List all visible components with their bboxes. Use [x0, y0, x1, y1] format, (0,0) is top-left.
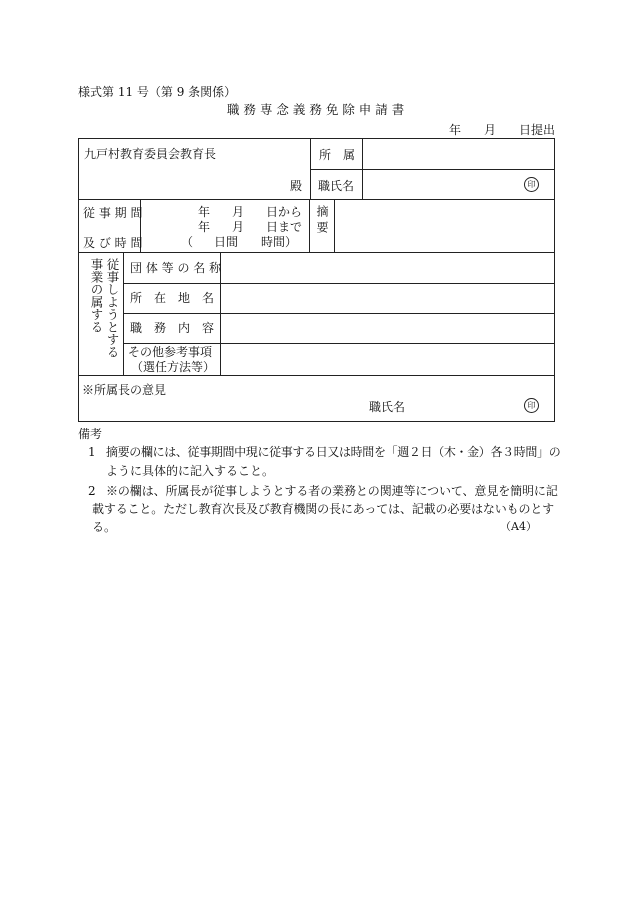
period-label-line2: 及 び 時 間: [83, 236, 143, 250]
date-day: 日提出: [519, 123, 556, 137]
location-field[interactable]: [222, 285, 553, 312]
name-label: 職氏名: [318, 179, 355, 193]
affiliation-field[interactable]: [364, 140, 553, 168]
note-2-number: 2: [88, 484, 96, 498]
from-year: 年: [198, 205, 211, 219]
note-2-line1: ※の欄は、所属長が従事しようとする者の業務との関連等について、意見を簡明に記: [106, 484, 558, 498]
opinion-label: ※所属長の意見: [82, 383, 167, 397]
note-2-line2: 載すること。ただし教育次長及び教育機関の長にあっては、記載の必要はないものとす: [92, 502, 555, 516]
honorific: 殿: [290, 179, 303, 193]
group-row-label-name: 団 体 等 の 名 称: [130, 261, 222, 275]
date-month: 月: [484, 123, 497, 137]
date-year: 年: [449, 123, 462, 137]
to-month: 月: [232, 220, 245, 234]
seal-mark: 印: [524, 177, 539, 192]
group-row-label-location: 所 在 地 名: [130, 291, 215, 305]
affiliation-label: 所 属: [319, 148, 356, 162]
paper-size: （A4）: [500, 520, 537, 533]
from-month: 月: [232, 205, 245, 219]
period-label-line1: 従 事 期 間: [83, 206, 143, 220]
page-title: 職 務 専 念 義 務 免 除 申 請 書: [227, 102, 405, 117]
group-row-label-duties: 職 務 内 容: [130, 321, 215, 335]
opinion-field[interactable]: [80, 377, 553, 395]
group-row-label-other-2: （選任方法等）: [131, 360, 216, 374]
note-2-line3: る。: [92, 520, 117, 534]
period-field[interactable]: [142, 201, 308, 251]
other-notes-field[interactable]: [222, 345, 553, 374]
to-day: 日まで: [266, 220, 303, 234]
applicant-name-field[interactable]: [364, 171, 514, 198]
remarks-label: 摘 要: [315, 205, 329, 233]
from-day: 日から: [266, 205, 303, 219]
note-1-line1: 摘要の欄には、従事期間中現に従事する日又は時間を「週２日（木・金）各３時間」の: [106, 445, 561, 459]
hours-label: 時間）: [261, 235, 298, 249]
note-1-number: 1: [88, 445, 96, 459]
group-side-label: 従事しようとする事業の属する: [89, 258, 120, 358]
open-paren: （: [181, 235, 194, 249]
addressee-name: 九戸村教育委員会教育長: [84, 147, 217, 161]
duties-field[interactable]: [222, 315, 553, 342]
form-number: 様式第 11 号（第 9 条関係）: [78, 85, 237, 99]
opinion-name-label: 職氏名: [369, 400, 406, 414]
organization-name-field[interactable]: [222, 254, 553, 282]
group-row-label-other-1: その他参考事項: [128, 345, 213, 359]
note-1-line2: ように具体的に記入すること。: [106, 464, 275, 478]
remarks-field[interactable]: [336, 201, 553, 251]
notes-heading: 備考: [78, 427, 103, 441]
opinion-seal-mark: 印: [524, 398, 539, 413]
days-label: 日間: [214, 235, 239, 249]
to-year: 年: [198, 220, 211, 234]
